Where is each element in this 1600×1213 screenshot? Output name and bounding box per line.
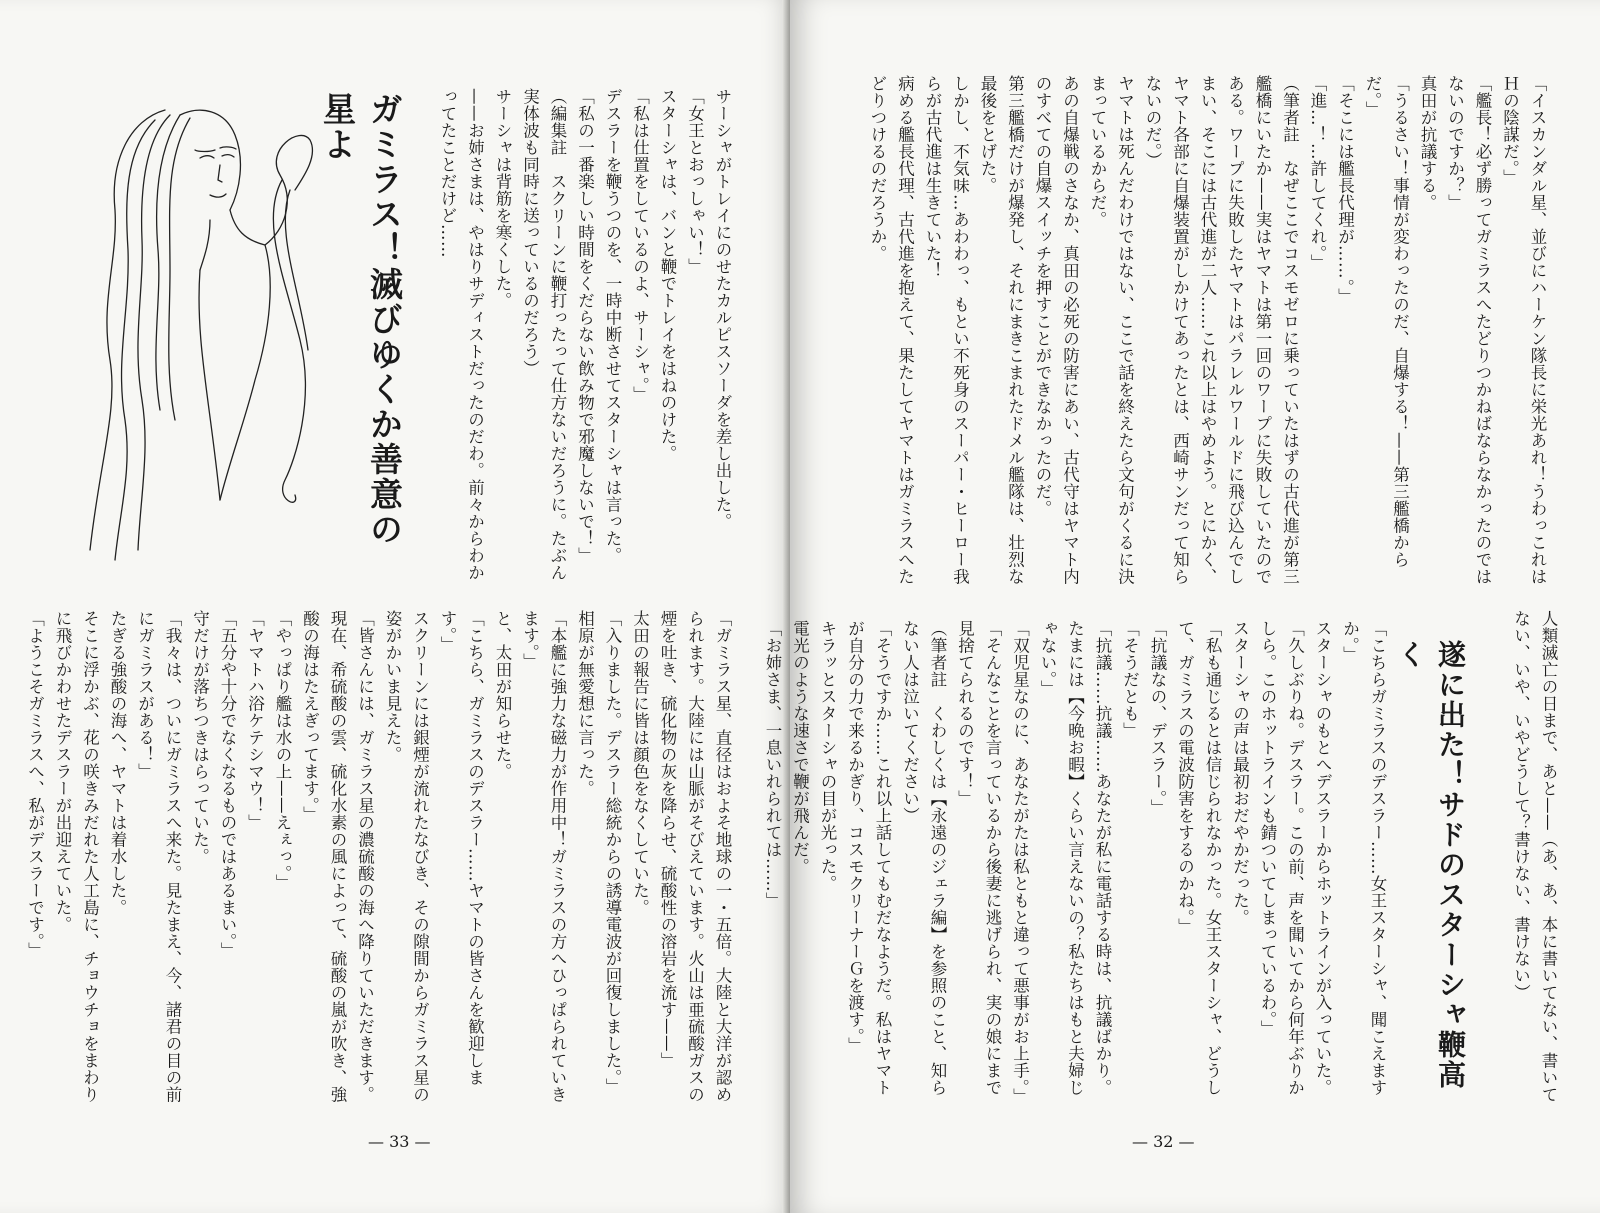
left-bottom-text-column <box>25 610 736 1110</box>
paragraph: 「そんなことを言っているから後妻に逃げられ、実の娘にまで見捨てられるのです！」 <box>955 620 1002 1096</box>
paragraph: 「うるさい！事情が変わったのだ、自爆する！——第三艦橋からだ。」 <box>1363 75 1410 568</box>
paragraph: 「ヤマトハ浴ケテシマウ！」 <box>245 610 265 831</box>
paragraph: ヤマトは死んだわけではない、ここで話を終えたら文句がくるに決まっているからだ。 <box>1088 75 1135 585</box>
paragraph: 「五分や十分でなくなるものではあるまい。」 <box>218 610 237 959</box>
paragraph: （筆者註 くわしくは【永遠のジェラ編】を参照のこと、知らない人は泣いてください） <box>900 620 947 1096</box>
paragraph: 「艦長！必ず勝ってガミラスへたどりつかねばならなかったのではないのですか？」 <box>1445 75 1492 585</box>
paragraph: 「イスカンダル星、並びにハーケン隊長に栄光あれ！うわっこれはＨの陰謀だ。」 <box>1500 75 1547 585</box>
paragraph: 「久しぶりね。デスラー。この前、声を聞いてから何年ぶりかしら。このホットラインも錆ついてしまっているわ。」 <box>1258 620 1305 1096</box>
paragraph: 人類滅亡の日まで、あと——（あ、あ、本に書いてない、書いてない、いや、いやどうして？書けない、書けない） <box>1511 610 1558 1103</box>
paragraph: スターシャのもとへデスラーからホットラインが入っていた。 <box>1313 620 1332 1096</box>
right-bottom-intro-column <box>1482 610 1562 1110</box>
paragraph: スターシャは、バンと鞭でトレイをはねのけた。 <box>658 88 677 462</box>
section-heading-gamilas: ガミラス！滅びゆくか善意の星よ <box>318 92 404 547</box>
paragraph: サーシャは背筋を寒くした。 <box>493 88 512 309</box>
paragraph: 「やっぱり艦は水の上——えぇっ。」 <box>273 610 292 891</box>
left-top-text-column <box>436 88 736 588</box>
paragraph: 「ようこそガミラスへ、私がデスラーです。」 <box>25 610 45 959</box>
paragraph: 「皆さんには、ガミラス星の濃硫酸の海へ降りていただきます。現在、希硫酸の雲、硫化水素の風によって、硫酸の嵐が吹き、強酸の海はたえぎってます。」 <box>300 610 375 1103</box>
paragraph: 「入りました。デスラー総統からの誘導電波が回復しました。」 <box>603 610 622 1095</box>
paragraph: 電光のような速さで鞭が飛んだ。 <box>790 620 810 875</box>
paragraph: 「そうですか……これ以上話してもむだなようだ。私はヤマトが自分の力で来るかぎり、コスモクリーナーＧを渡す。」 <box>845 620 892 1096</box>
starsha-illustration <box>70 80 320 570</box>
paragraph: 「そうだとも」 <box>1120 620 1140 739</box>
paragraph: 「ガミラス星、直径はおよそ地球の一・五倍。大陸と大洋が認められます。大陸には山脈がそびえています。火山は亜硫酸ガスの煙を吐き、硫化物の灰を降らせ、硫酸性の溶岩を流す——」 <box>658 610 732 1103</box>
paragraph: 「こちら、ガミラスのデスラー……ヤマトの皆さんを歓迎します。」 <box>438 610 485 1086</box>
paragraph: 第三艦橋だけが爆発し、それにまきこまれたドメル艦隊は、壮烈な最後をとげた。 <box>978 75 1025 585</box>
page-number: — 33 — <box>368 1132 431 1151</box>
paragraph: 「抗議なの、デスラー。」 <box>1148 620 1167 816</box>
paragraph: （筆者註 なぜここでコスモゼロに乗っていたはずの古代進が第三艦橋にいたか——実はヤマトは第一回のワープに失敗していたのである。ワープに失敗したヤマトはパラレルワールドに飛び込んでしまい、そこには古代進が二人……これ以上はやめよう。とにかく、ヤマト各部に自爆装置がしかけてあったとは、西崎サンだって知らないのだ。） <box>1143 75 1300 585</box>
paragraph: 真田が抗議する。 <box>1418 75 1437 211</box>
paragraph: スクリーンには銀煙が流れたなびき、その隙間からガミラス星の姿がかいま見えた。 <box>383 610 430 1103</box>
page-32 <box>763 0 1600 1213</box>
paragraph: しかし、不気味…あわわっ、もとい不死身のスーパー・ヒーロー我らが古代進は生きていた！ <box>923 75 970 585</box>
paragraph: キラッとスターシャの目が光った。 <box>818 620 837 892</box>
paragraph: 「本艦に強力な磁力が作用中！ガミラスの方へひっぱられていきます。」 <box>520 610 567 1103</box>
paragraph: デスラーを鞭うつのを、一時中断させてスターシャは言った。 <box>603 88 622 564</box>
paragraph: 「双児星なのに、あなたがたは私ともと違って悪事がお上手。」 <box>1010 620 1030 1105</box>
paragraph: 「私の一番楽しい時間をくだらない飲み物で邪魔しないで！」 <box>575 88 595 564</box>
paragraph: 「お姉さま、一息いれられては……」 <box>763 620 782 909</box>
section-heading-starsha: 遂に出た！サドのスターシャ鞭高く <box>1394 640 1467 1090</box>
paragraph: 「女王とおっしゃい！」 <box>685 88 705 275</box>
paragraph: スターシャの声は最初おだやかだった。 <box>1230 620 1250 926</box>
paragraph: （編集註 スクリーンに鞭打ったって仕方ないだろうに。たぶん実体波も同時に送っているのだろう） <box>520 88 567 581</box>
paragraph: そこに浮かぶ、花の咲きみだれた人工島に、チョウチョをまわりに飛びかわせたデスラーが出迎えていた。 <box>53 610 100 1103</box>
paragraph: 「私は仕置をしているのよ、サーシャ。」 <box>630 88 650 403</box>
paragraph: 「私も通じるとは信じられなかった。女王スターシャ、どうして、ガミラスの電波防害をするのかね。」 <box>1175 620 1222 1096</box>
paragraph: 「そこには艦長代理が……。」 <box>1335 75 1355 305</box>
paragraph: サーシャがトレイにのせたカルピスソーダを差し出した。 <box>713 88 732 530</box>
page-number: — 32 — <box>1132 1132 1195 1151</box>
paragraph: 「進…！…許してくれ。」 <box>1308 75 1327 271</box>
paragraph: と、太田が知らせた。 <box>493 610 512 780</box>
paragraph: たぎる強酸の海へ、ヤマトは着水した。 <box>108 610 127 916</box>
right-top-text-column <box>816 75 1551 585</box>
page-33 <box>0 0 790 1213</box>
paragraph: 「抗議……抗議……あなたが私に電話する時は、抗議ばかり。たまには【今晩お暇】くらい言えないの？私たちはもと夫婦じゃない。」 <box>1038 620 1112 1096</box>
paragraph: 病める艦長代理、古代進を抱えて、果たしてヤマトはガミラスへたどりつけるのだろうか。 <box>868 75 915 585</box>
paragraph: 相原が無愛想に言った。 <box>575 610 595 797</box>
right-bottom-text-column <box>763 620 1391 1110</box>
paragraph: 守だけが落ちつきはらっていた。 <box>190 610 210 865</box>
paragraph: ——お姉さまは、やはりサディストだったのだわ。前々からわかってたことだけど…… <box>438 88 485 581</box>
paragraph: 太田の報告に皆は顔色をなくしていた。 <box>630 610 650 916</box>
paragraph: 「こちらガミラスのデスラー……女王スターシャ、聞こえますか。」 <box>1340 620 1387 1096</box>
paragraph: あの自爆戦のさなか、真田の必死の防害にあい、古代守はヤマト内のすべての自爆スイッチを押すことができなかったのだ。 <box>1033 75 1080 585</box>
paragraph: 「我々は、ついにガミラスへ来た。見たまえ、今、諸君の目の前にガミラスがある！」 <box>135 610 182 1103</box>
